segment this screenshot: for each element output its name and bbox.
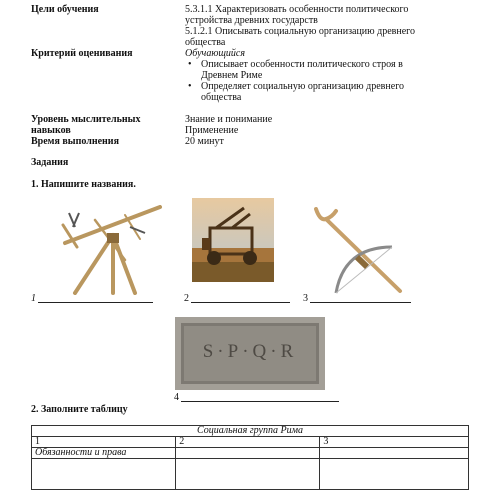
- criteria-item-line: общества: [201, 92, 242, 103]
- blank-number: 4: [174, 392, 179, 403]
- time-label: Время выполнения: [31, 136, 119, 147]
- ballista-image: [55, 205, 165, 295]
- levels-label-line: Уровень мыслительных: [31, 114, 141, 125]
- criteria-list: [185, 59, 485, 103]
- goals-line: 5.1.2.1 Описывать социальную организацию древнего: [185, 26, 416, 37]
- table-column[interactable]: 3: [320, 437, 469, 448]
- criteria-item: [185, 59, 485, 81]
- goals-text: [185, 4, 485, 48]
- criteria-item-line: Древнем Риме: [201, 70, 263, 81]
- table-column[interactable]: 1: [32, 437, 176, 448]
- table-column[interactable]: 2: [176, 437, 320, 448]
- catapult-image: [192, 198, 274, 282]
- crossbow-image: [300, 207, 410, 295]
- goals-line: общества: [185, 37, 226, 48]
- table-row: [32, 448, 469, 459]
- criteria-label: Критерий оценивания: [31, 48, 133, 59]
- table-row: [32, 437, 469, 448]
- table-row: [32, 459, 469, 490]
- time-value: 20 минут: [185, 136, 224, 147]
- table-cell[interactable]: [320, 448, 469, 459]
- spqr-image: [175, 317, 325, 390]
- goals-label: Цели обучения: [31, 4, 99, 15]
- criteria-item-line: • Описывает особенности политического строя в: [201, 59, 403, 70]
- answer-line[interactable]: [38, 302, 153, 303]
- blank-number: 1: [31, 293, 36, 304]
- table-header: Социальная группа Рима: [32, 426, 469, 437]
- blank-number: 3: [303, 293, 308, 304]
- goals-line: устройства древних государств: [185, 15, 318, 26]
- levels-value: Знание и понимание: [185, 114, 273, 125]
- levels-value: Применение: [185, 125, 239, 136]
- table-cell[interactable]: [176, 459, 320, 490]
- table-cell[interactable]: [176, 448, 320, 459]
- tasks-title: Задания: [31, 157, 69, 168]
- criteria-item-line: • Определяет социальную организацию древнего: [201, 81, 405, 92]
- criteria-item: [185, 81, 485, 103]
- goals-line: 5.3.1.1 Характеризовать особенности политического: [185, 4, 409, 15]
- blank-number: 2: [184, 293, 189, 304]
- table-cell[interactable]: [32, 459, 176, 490]
- social-groups-table: [31, 425, 469, 490]
- criteria-intro: Обучающийся: [185, 48, 246, 59]
- task1-title: 1. Напишите названия.: [31, 179, 136, 190]
- criteria-block: [185, 48, 485, 103]
- answer-line[interactable]: [181, 401, 339, 402]
- levels-label-line: навыков: [31, 125, 71, 136]
- task2-title: 2. Заполните таблицу: [31, 404, 128, 415]
- levels-values: [185, 114, 272, 136]
- table-row: [32, 426, 469, 437]
- levels-label: [31, 114, 140, 136]
- spqr-inscription: S·P·Q·R: [202, 341, 298, 362]
- answer-line[interactable]: [310, 302, 411, 303]
- table-cell[interactable]: [320, 459, 469, 490]
- answer-line[interactable]: [191, 302, 290, 303]
- row-label: Обязанности и права: [32, 448, 176, 459]
